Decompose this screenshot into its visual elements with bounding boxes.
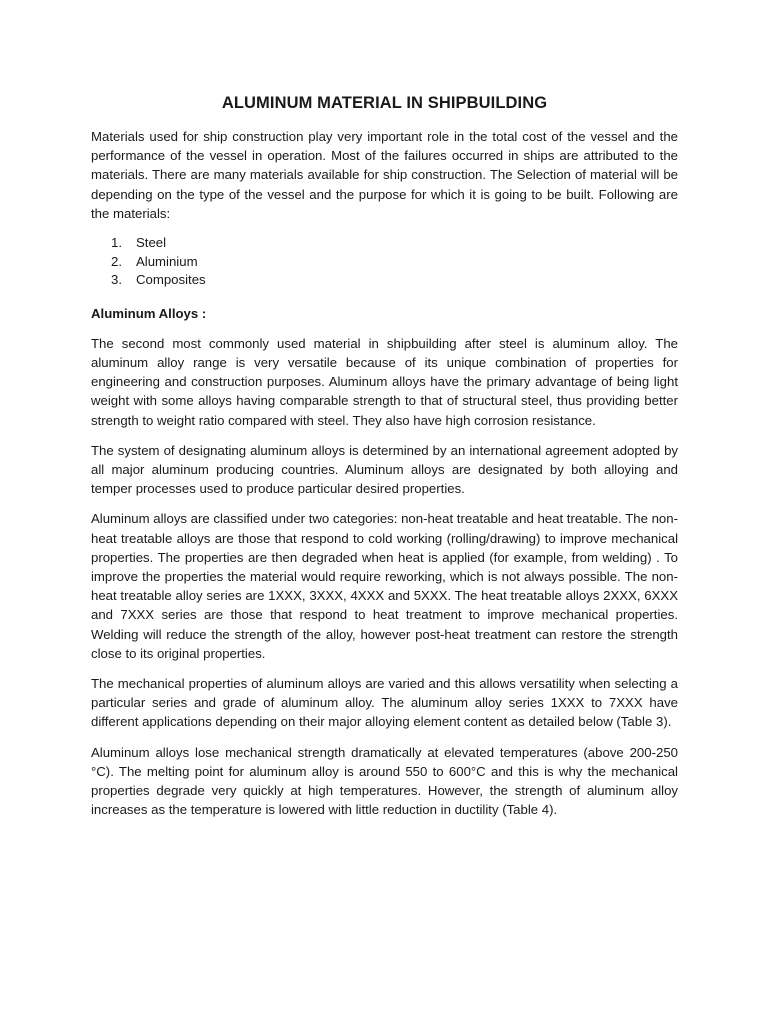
paragraph-mechanical-properties: The mechanical properties of aluminum alloys are varied and this allows versatility when selecting a particular series and grade of aluminum alloy. The aluminum alloy series 1XXX to 7XXX have different applications depending on their major alloying element content as detailed below (Table 3). [91,676,678,730]
page-title: ALUMINUM MATERIAL IN SHIPBUILDING [221,94,548,112]
list-item [91,234,678,253]
list-item-label: Aluminium [136,253,198,269]
materials-list [91,234,678,290]
list-item-label: Steel [136,235,167,251]
paragraph-designation: The system of designating aluminum alloys is determined by an international agreement adopted by all major aluminum producing countries. Aluminum alloys are designated by both alloying and temper processes used to produce particular desired properties. [91,442,678,497]
section-heading: Aluminum Alloys : [91,305,207,321]
paragraph-classification: Aluminum alloys are classified under two categories: non-heat treatable and heat treatable. The non-heat treatable alloys are those that respond to cold working (rolling/drawing) to improve mechanical properties. The properties are then degraded when heat is applied (for example, from welding) . To improve the properties the material would require reworking, which is not always possible. The non-heat treatable alloy series are 1XXX, 3XXX, 4XXX and 5XXX. The heat treatable alloys 2XXX, 6XXX and 7XXX series are those that respond to heat treatment to improve mechanical properties. Welding will reduce the strength of the alloy, however post-heat treatment can restore the strength close to its original properties. [91,511,678,661]
list-item-number: 1. [111,235,122,251]
list-item [91,271,678,290]
paragraph-temperature: Aluminum alloys lose mechanical strength dramatically at elevated temperatures (above 200-250 °C). The melting point for aluminum alloy is around 550 to 600°C and this is why the mechanical properties degrade very quickly at high temperatures. However, the strength of aluminum alloy increases as the temperature is lowered with little reduction in ductility (Table 4). [91,744,678,818]
list-item [91,253,678,272]
list-item-number: 2. [111,253,122,269]
paragraph-alloy-intro: The second most commonly used material in shipbuilding after steel is aluminum alloy. The aluminum alloy range is very versatile because of its unique combination of properties for engineering and construction purposes. Aluminum alloys have the primary advantage of being light weight with some alloys having comparable strength to that of structural steel, thus providing better strength to weight ratio compared with steel. They also have high corrosion resistance. [91,335,678,428]
list-item-number: 3. [111,272,122,288]
list-item-label: Composites [136,272,206,288]
intro-paragraph: Materials used for ship construction play very important role in the total cost of the vessel and the performance of the vessel in operation. Most of the failures occurred in ships are attributed to the materials. There are many materials available for ship construction. The Selection of material will be depending on the type of the vessel and the purpose for which it is going to be built. Following are the materials: [91,129,678,221]
